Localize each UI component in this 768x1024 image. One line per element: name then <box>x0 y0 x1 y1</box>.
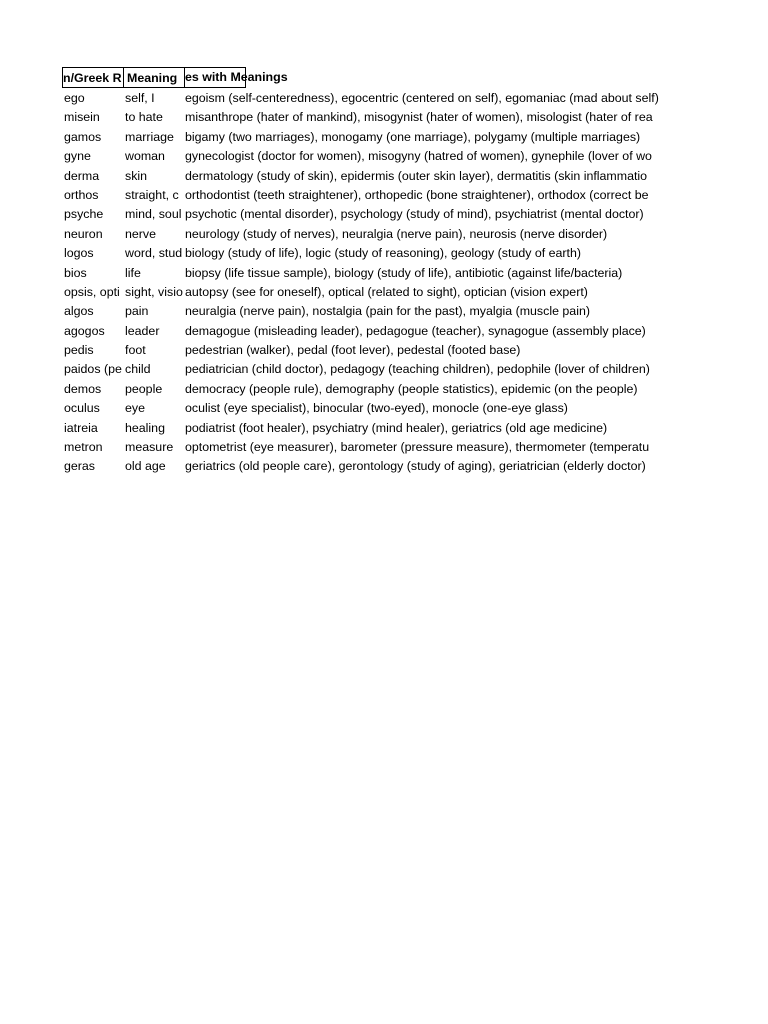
cell-meaning[interactable]: child <box>125 362 151 377</box>
cell-root[interactable]: psyche <box>64 207 104 222</box>
table-row <box>62 186 668 205</box>
cell-root[interactable]: pedis <box>64 343 94 358</box>
cell-meaning[interactable]: straight, c <box>125 187 179 202</box>
cell-words[interactable]: gynecologist (doctor for women), misogyny (hatred of women), gynephile (lover of wo <box>185 149 652 164</box>
cell-meaning[interactable]: life <box>125 265 141 280</box>
header-cell-root[interactable]: n/Greek R <box>62 67 124 88</box>
table-row <box>62 128 668 147</box>
cell-meaning[interactable]: healing <box>125 420 165 435</box>
table-row <box>62 225 668 244</box>
cell-words[interactable]: geriatrics (old people care), gerontology (study of aging), geriatrician (elderly doctor) <box>185 459 646 474</box>
cell-root[interactable]: bios <box>64 265 87 280</box>
table-row <box>62 438 668 457</box>
cell-words[interactable]: neurology (study of nerves), neuralgia (nerve pain), neurosis (nerve disorder) <box>185 226 608 241</box>
cell-root[interactable]: agogos <box>64 323 105 338</box>
table-row <box>62 147 668 166</box>
table-row <box>62 205 668 224</box>
cell-meaning[interactable]: leader <box>125 323 160 338</box>
table-row <box>62 89 668 108</box>
cell-meaning[interactable]: foot <box>125 343 146 358</box>
header-row <box>62 67 668 89</box>
cell-words[interactable]: bigamy (two marriages), monogamy (one marriage), polygamy (multiple marriages) <box>185 129 641 144</box>
cell-words[interactable]: demagogue (misleading leader), pedagogue (teacher), synagogue (assembly place) <box>185 323 646 338</box>
cell-root[interactable]: paidos (pe <box>64 362 122 377</box>
table-row <box>62 380 668 399</box>
cell-words[interactable]: orthodontist (teeth straightener), orthopedic (bone straightener), orthodox (correct be <box>185 187 649 202</box>
cell-words[interactable]: neuralgia (nerve pain), nostalgia (pain for the past), myalgia (muscle pain) <box>185 304 590 319</box>
cell-root[interactable]: opsis, opti <box>64 284 120 299</box>
cell-meaning[interactable]: pain <box>125 304 149 319</box>
cell-root[interactable]: neuron <box>64 226 103 241</box>
table-row <box>62 419 668 438</box>
cell-words[interactable]: psychotic (mental disorder), psychology (study of mind), psychiatrist (mental doctor) <box>185 207 644 222</box>
cell-words[interactable]: egoism (self-centeredness), egocentric (centered on self), egomaniac (mad about self) <box>185 91 659 105</box>
header-cell-meaning[interactable]: Meaning <box>124 67 185 88</box>
table-row <box>62 167 668 186</box>
table-row <box>62 302 668 321</box>
cell-words[interactable]: podiatrist (foot healer), psychiatry (mind healer), geriatrics (old age medicine) <box>185 420 608 435</box>
cell-meaning[interactable]: self, I <box>125 91 155 105</box>
cell-words[interactable]: democracy (people rule), demography (people statistics), epidemic (on the people) <box>185 381 638 396</box>
cell-words[interactable]: optometrist (eye measurer), barometer (pressure measure), thermometer (temperatu <box>185 440 650 455</box>
cell-root[interactable]: derma <box>64 168 100 183</box>
cell-root[interactable]: geras <box>64 459 95 474</box>
table-row <box>62 283 668 302</box>
cell-root[interactable]: algos <box>64 304 94 319</box>
cell-root[interactable]: gamos <box>64 129 102 144</box>
table-row <box>62 399 668 418</box>
table-row <box>62 360 668 379</box>
cell-words[interactable]: biology (study of life), logic (study of reasoning), geology (study of earth) <box>185 246 582 261</box>
cell-words[interactable]: biopsy (life tissue sample), biology (study of life), antibiotic (against life/bacteria) <box>185 265 623 280</box>
table-row <box>62 341 668 360</box>
cell-root[interactable]: gyne <box>64 149 91 164</box>
table-body <box>62 89 668 477</box>
table-row <box>62 264 668 283</box>
cell-meaning[interactable]: people <box>125 381 163 396</box>
cell-meaning[interactable]: mind, soul <box>125 207 182 222</box>
cell-meaning[interactable]: skin <box>125 168 148 183</box>
cell-words[interactable]: autopsy (see for oneself), optical (related to sight), optician (vision expert) <box>185 284 588 299</box>
cell-root[interactable]: metron <box>64 440 103 455</box>
cell-root[interactable]: logos <box>64 246 94 261</box>
cell-root[interactable]: oculus <box>64 401 100 416</box>
cell-root[interactable]: demos <box>64 381 102 396</box>
cell-meaning[interactable]: measure <box>125 440 174 455</box>
table-row <box>62 457 668 476</box>
cell-meaning[interactable]: old age <box>125 459 166 474</box>
table-row <box>62 108 668 127</box>
cell-meaning[interactable]: word, stud <box>125 246 183 261</box>
cell-meaning[interactable]: to hate <box>125 110 163 125</box>
spreadsheet-table <box>62 67 668 477</box>
table-row <box>62 322 668 341</box>
cell-root[interactable]: iatreia <box>64 420 98 435</box>
header-cell-examples: es with Meanings <box>185 70 288 84</box>
cell-meaning[interactable]: eye <box>125 401 145 416</box>
cell-words[interactable]: dermatology (study of skin), epidermis (outer skin layer), dermatitis (skin inflammatio <box>185 168 648 183</box>
cell-words[interactable]: oculist (eye specialist), binocular (two-eyed), monocle (one-eye glass) <box>185 401 568 416</box>
table-row <box>62 244 668 263</box>
cell-root[interactable]: orthos <box>64 187 99 202</box>
cell-meaning[interactable]: nerve <box>125 226 156 241</box>
cell-root[interactable]: misein <box>64 110 100 125</box>
cell-meaning[interactable]: sight, visio <box>125 284 183 299</box>
cell-words[interactable]: pediatrician (child doctor), pedagogy (teaching children), pedophile (lover of children) <box>185 362 650 377</box>
cell-words[interactable]: misanthrope (hater of mankind), misogynist (hater of women), misologist (hater of rea <box>185 110 653 125</box>
cell-meaning[interactable]: woman <box>125 149 165 164</box>
cell-root[interactable]: ego <box>64 91 85 105</box>
cell-meaning[interactable]: marriage <box>125 129 174 144</box>
cell-words[interactable]: pedestrian (walker), pedal (foot lever), pedestal (footed base) <box>185 343 521 358</box>
